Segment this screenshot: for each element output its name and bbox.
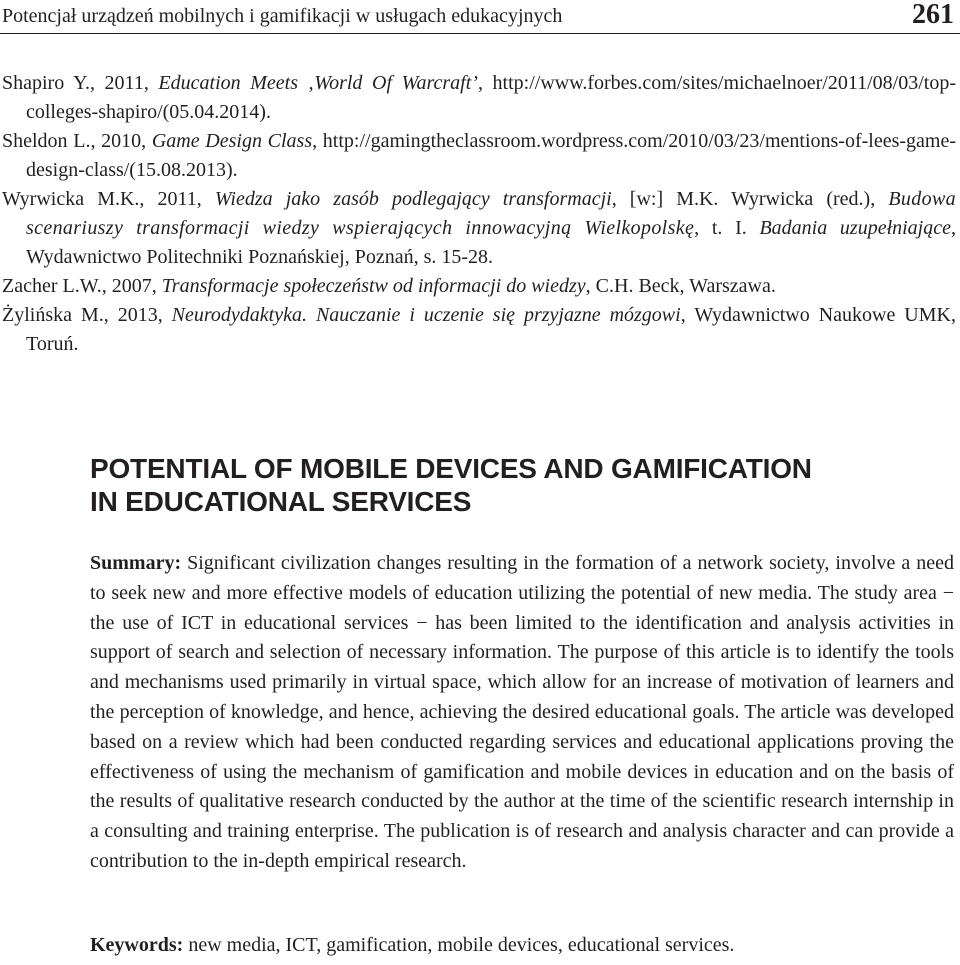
reference-entry: Żylińska M., 2013, Neurodydaktyka. Nauczanie i uczenie się przyjazne mózgowi, Wydawnictwo Naukowe UMK, Toruń. [2,304,956,355]
reference-entry: Shapiro Y., 2011, Education Meets ‚World Of Warcraft’, http://www.forbes.com/sites/michaelnoer/2011/08/03/top-colleges-shapiro/(05.04.2014). [2,72,956,123]
page-header [0,0,960,32]
keywords-paragraph [90,932,954,958]
article-title-line-2: IN EDUCATIONAL SERVICES [90,486,472,517]
header-rule [0,33,960,34]
page-number: 261 [912,0,954,30]
reference-entry: Sheldon L., 2010, Game Design Class, http://gamingtheclassroom.wordpress.com/2010/03/23/mentions-of-lees-game-design-class/(15.08.2013). [2,130,956,181]
summary-label: Summary: [90,552,182,574]
keywords-label: Keywords: [90,934,184,956]
reference-entry: Wyrwicka M.K., 2011, Wiedza jako zasób podlegający transformacji, [w:] M.K. Wyrwicka (red.), Budowa scenariuszy transformacji wiedzy wspierających innowacyjną Wielkopolskę, t. I. Badania uzupełniające, Wydawnictwo Politechniki Poznańskiej, Poznań, s. 15-28. [2,188,956,268]
running-title: Potencjał urządzeń mobilnych i gamifikacji w usługach edukacyjnych [2,5,563,27]
summary-paragraph [90,549,954,877]
summary-text: Significant civilization changes resulting in the formation of a network society, involve a need to seek new and more effective models of education utilizing the potential of new media. The study area − the use of ICT in educational services − has been limited to the identification and analysis activities in support of search and selection of necessary information. The purpose of this article is to identify the tools and mechanisms used primarily in virtual space, which allow for an increase of motivation of learners and the perception of knowledge, and hence, achieving the desired educational goals. The article was developed based on a review which had been conducted regarding services and educational applications proving the effectiveness of using the mechanism of gamification and mobile devices in education and on the basis of the results of qualitative research conducted by the author at the time of the scientific research internship in a consulting and training enterprise. The publication is of research and analysis character and can provide a contribution to the in-depth empirical research. [90,552,955,872]
references-list [2,69,956,359]
article-title [90,452,812,518]
keywords-text: new media, ICT, gamification, mobile devices, educational services. [188,934,735,956]
article-title-line-1: POTENTIAL OF MOBILE DEVICES AND GAMIFICATION [90,453,812,484]
reference-entry: Zacher L.W., 2007, Transformacje społeczeństw od informacji do wiedzy, C.H. Beck, Warszawa. [2,275,776,297]
